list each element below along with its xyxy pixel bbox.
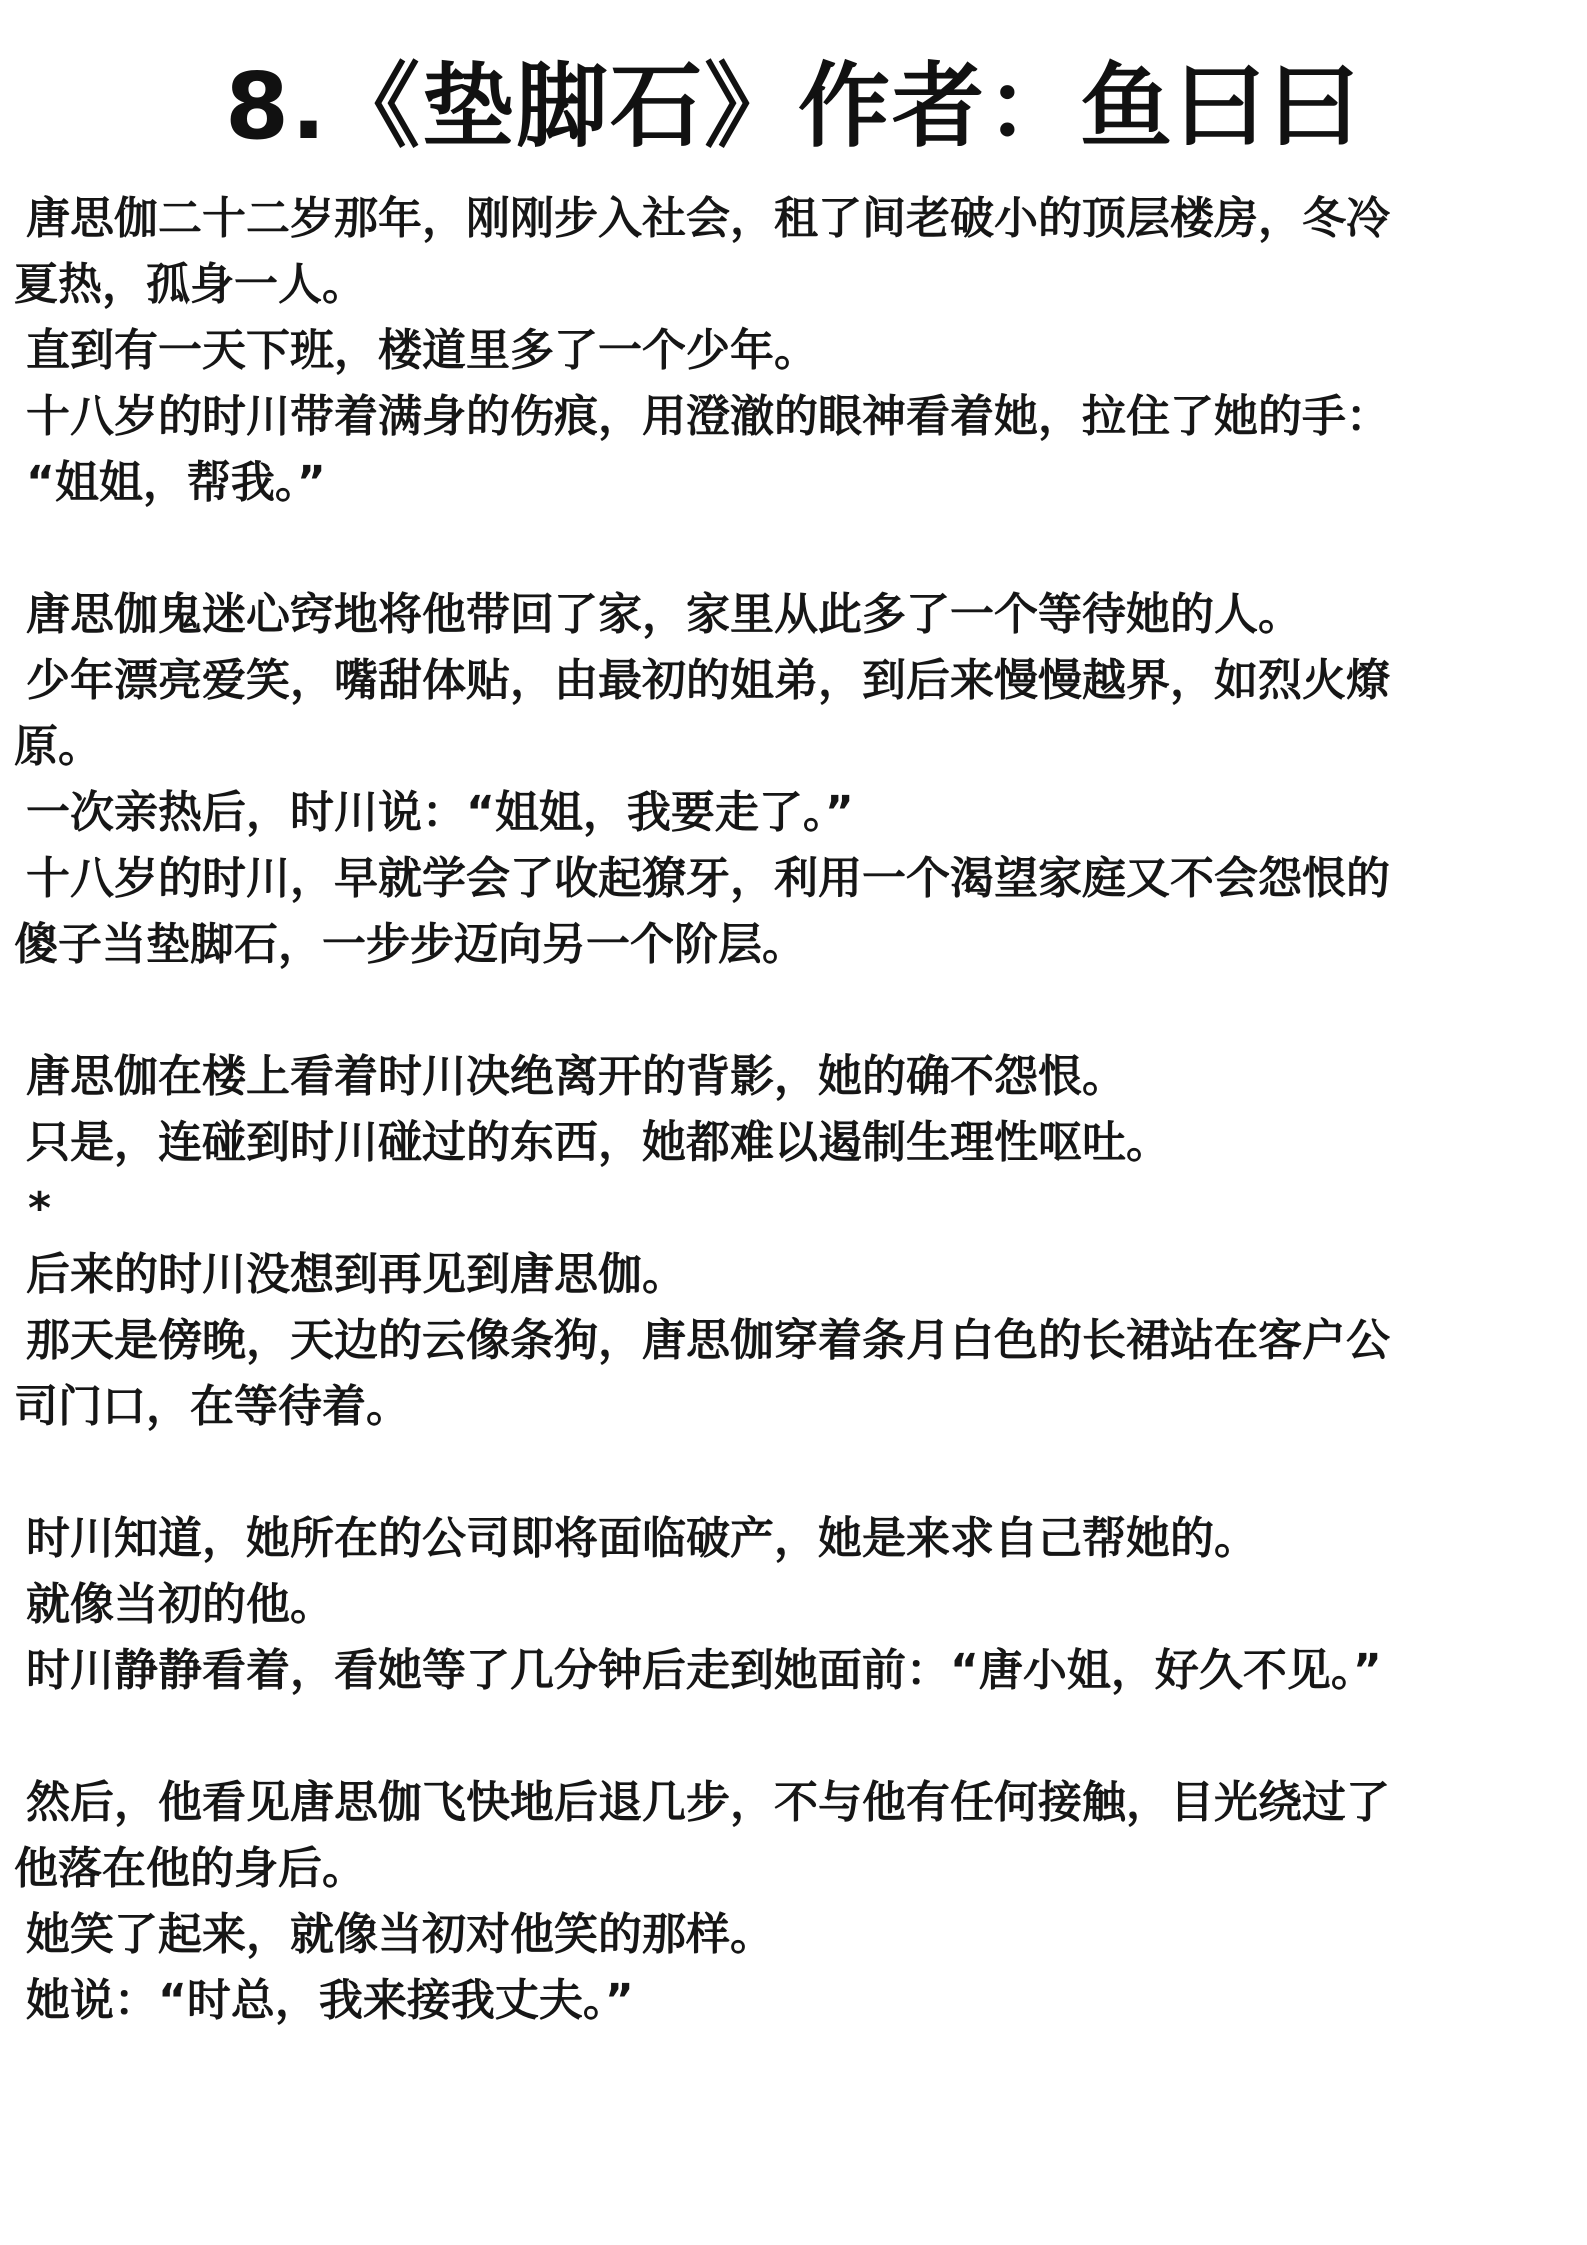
text-line: 一次亲热后，时川说：“姐姐，我要走了。” (26, 787, 854, 838)
paragraph-spacer (14, 978, 1574, 1044)
story-body (14, 186, 1574, 2034)
paragraph-spacer (14, 1704, 1574, 1770)
text-line: 司门口，在等待着。 (14, 1381, 410, 1432)
text-line: 直到有一天下班，楼道里多了一个少年。 (26, 325, 818, 376)
text-line: 少年漂亮爱笑，嘴甜体贴，由最初的姐弟，到后来慢慢越界，如烈火燎 (26, 655, 1390, 706)
text-line: 傻子当垫脚石，一步步迈向另一个阶层。 (14, 919, 806, 970)
text-line: 唐思伽鬼迷心窍地将他带回了家，家里从此多了一个等待她的人。 (26, 589, 1302, 640)
text-line: 就像当初的他。 (26, 1579, 334, 1630)
text-line: 十八岁的时川带着满身的伤痕，用澄澈的眼神看着她，拉住了她的手： (26, 391, 1390, 442)
text-line: 那天是傍晚，天边的云像条狗，唐思伽穿着条月白色的长裙站在客户公 (26, 1315, 1390, 1366)
text-line: 时川知道，她所在的公司即将面临破产，她是来求自己帮她的。 (26, 1513, 1258, 1564)
text-line: 唐思伽二十二岁那年，刚刚步入社会，租了间老破小的顶层楼房，冬冷 (26, 193, 1390, 244)
text-line: 原。 (14, 721, 102, 772)
text-line: 他落在他的身后。 (14, 1843, 366, 1894)
paragraph-spacer (14, 1440, 1574, 1506)
text-line: 时川静静看着，看她等了几分钟后走到她面前：“唐小姐，好久不见。” (26, 1645, 1382, 1696)
text-line: 她说：“时总，我来接我丈夫。” (26, 1975, 634, 2026)
text-line: 她笑了起来，就像当初对他笑的那样。 (26, 1909, 774, 1960)
text-line: 后来的时川没想到再见到唐思伽。 (26, 1249, 686, 1300)
text-line: “姐姐，帮我。” (26, 457, 326, 508)
section-divider-star: * (28, 1183, 52, 1234)
paragraph-spacer (14, 516, 1574, 582)
document-title: 8.《垫脚石》作者：鱼曰曰 (225, 53, 1362, 160)
text-line: 然后，他看见唐思伽飞快地后退几步，不与他有任何接触，目光绕过了 (26, 1777, 1390, 1828)
text-line: 唐思伽在楼上看着时川决绝离开的背影，她的确不怨恨。 (26, 1051, 1126, 1102)
text-line: 只是，连碰到时川碰过的东西，她都难以遏制生理性呕吐。 (26, 1117, 1170, 1168)
text-line: 夏热，孤身一人。 (14, 259, 366, 310)
text-line: 十八岁的时川，早就学会了收起獠牙，利用一个渴望家庭又不会怨恨的 (26, 853, 1390, 904)
